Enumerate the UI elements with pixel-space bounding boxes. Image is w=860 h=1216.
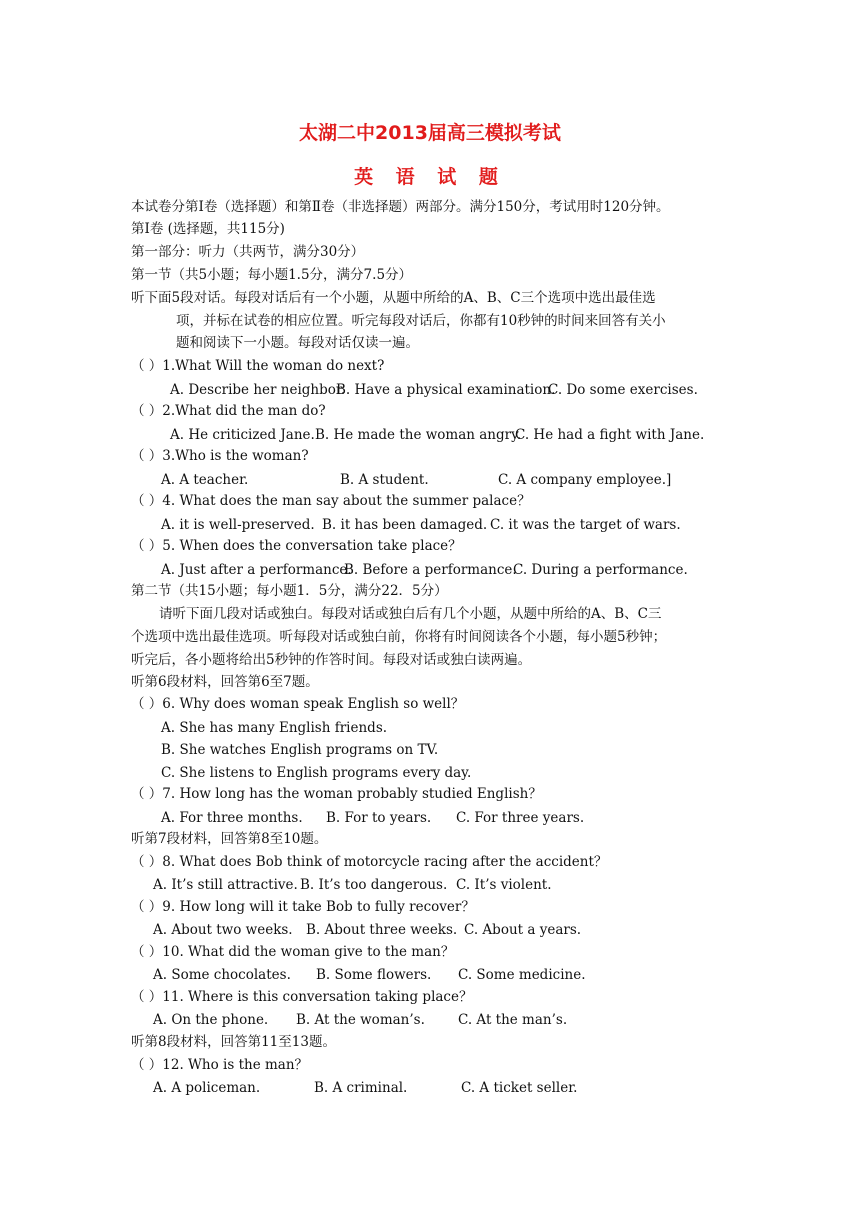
intro-line: 第一节（共5小题；每小题1.5分，满分7.5分） <box>131 267 413 283</box>
option: B. It’s too dangerous. <box>300 877 448 893</box>
intro-line: 第一部分：听力（共两节，满分30分） <box>131 244 365 260</box>
option: C. it was the target of wars. <box>490 517 681 533</box>
option: A. She has many English friends. <box>161 720 388 736</box>
options-row <box>0 471 860 489</box>
option: C. About a years. <box>464 922 582 938</box>
option: B. A criminal. <box>314 1080 408 1096</box>
option: C. A ticket seller. <box>461 1080 578 1096</box>
option: A. Some chocolates. <box>153 967 291 983</box>
instruction-line: 个选项中选出最佳选项。听每段对话或独白前，你将有时间阅读各个小题，每小题5秒钟； <box>131 629 667 645</box>
option: B. She watches English programs on TV. <box>161 742 439 758</box>
question: （ ）12. Who is the man？ <box>131 1057 309 1073</box>
instruction-line: 听下面5段对话。每段对话后有一个小题，从题中所给的A、B、C三个选项中选出最佳选 <box>131 290 656 306</box>
option: B. A student. <box>340 472 429 488</box>
question: （ ）8. What does Bob think of motorcycle racing after the accident？ <box>131 854 608 870</box>
section-heading: 第二节（共15小题；每小题1．5分，满分22．5分） <box>131 583 448 599</box>
options-row <box>0 516 860 534</box>
option: C. During a performance. <box>513 562 688 578</box>
option: A. it is well-preserved. <box>161 517 315 533</box>
options-row <box>0 876 860 894</box>
option: B. He made the woman angry. <box>315 427 522 443</box>
question: （ ）4. What does the man say about the summer palace？ <box>131 493 531 509</box>
material-label: 听第6段材料，回答第6至7题。 <box>131 674 319 690</box>
option: B. Before a performance. <box>344 562 517 578</box>
question: （ ）10. What did the woman give to the man？ <box>131 944 455 960</box>
question: （ ）1.What Will the woman do next? <box>131 358 385 374</box>
option: C. Some medicine. <box>458 967 586 983</box>
option: C. Do some exercises. <box>548 382 698 398</box>
option: C. It’s violent. <box>456 877 552 893</box>
options-row <box>0 426 860 444</box>
option: C. He had a fight with Jane. <box>515 427 705 443</box>
subject-title: 英 语 试 题 <box>354 166 506 188</box>
question: （ ）7. How long has the woman probably studied English？ <box>131 786 542 802</box>
option: A. Describe her neighbor. <box>170 382 346 398</box>
options-row <box>0 1079 860 1097</box>
intro-line: 本试卷分第Ⅰ卷（选择题）和第Ⅱ卷（非选择题）两部分。满分150分，考试用时120分钟。 <box>131 199 670 215</box>
options-row <box>0 381 860 399</box>
option: A. On the phone. <box>153 1012 269 1028</box>
option: B. For to years. <box>326 810 432 826</box>
option: B. At the woman’s. <box>296 1012 425 1028</box>
option: C. For three years. <box>456 810 585 826</box>
question: （ ）11. Where is this conversation taking place？ <box>131 989 473 1005</box>
option: A. About two weeks. <box>153 922 293 938</box>
option: B. Some flowers. <box>316 967 432 983</box>
question: （ ）5. When does the conversation take place？ <box>131 538 462 554</box>
option: C. At the man’s. <box>458 1012 568 1028</box>
instruction-line: 听完后，各小题将给出5秒钟的作答时间。每段对话或独白读两遍。 <box>131 652 532 668</box>
intro-line: 第Ⅰ卷 (选择题，共115分) <box>131 221 285 237</box>
options-row <box>0 561 860 579</box>
option: A. For three months. <box>161 810 303 826</box>
option: A. A teacher. <box>161 472 249 488</box>
question: （ ）6. Why does woman speak English so well？ <box>131 696 465 712</box>
options-row <box>0 1011 860 1029</box>
question: （ ）3.Who is the woman? <box>131 448 309 464</box>
options-row <box>0 809 860 827</box>
option: C. A company employee.] <box>498 472 672 488</box>
options-row <box>0 966 860 984</box>
exam-title: 太湖二中2013届高三模拟考试 <box>299 122 561 144</box>
option: A. It’s still attractive. <box>153 877 298 893</box>
option: A. A policeman. <box>153 1080 261 1096</box>
instruction-line: 请听下面几段对话或独白。每段对话或独白后有几个小题，从题中所给的A、B、C三 <box>159 606 662 622</box>
option: B. About three weeks. <box>306 922 458 938</box>
question: （ ）2.What did the man do? <box>131 403 326 419</box>
option: A. He criticized Jane. <box>170 427 315 443</box>
option: C. She listens to English programs every day. <box>161 765 472 781</box>
option: A. Just after a performance. <box>161 562 352 578</box>
question: （ ）9. How long will it take Bob to fully recover？ <box>131 899 475 915</box>
options-row <box>0 921 860 939</box>
material-label: 听第8段材料，回答第11至13题。 <box>131 1034 336 1050</box>
instruction-line: 题和阅读下一小题。每段对话仅读一遍。 <box>176 335 419 351</box>
option: B. it has been damaged. <box>322 517 488 533</box>
material-label: 听第7段材料，回答第8至10题。 <box>131 831 328 847</box>
option: B. Have a physical examination. <box>336 382 556 398</box>
instruction-line: 项，并标在试卷的相应位置。听完每段对话后，你都有10秒钟的时间来回答有关小 <box>176 313 666 329</box>
